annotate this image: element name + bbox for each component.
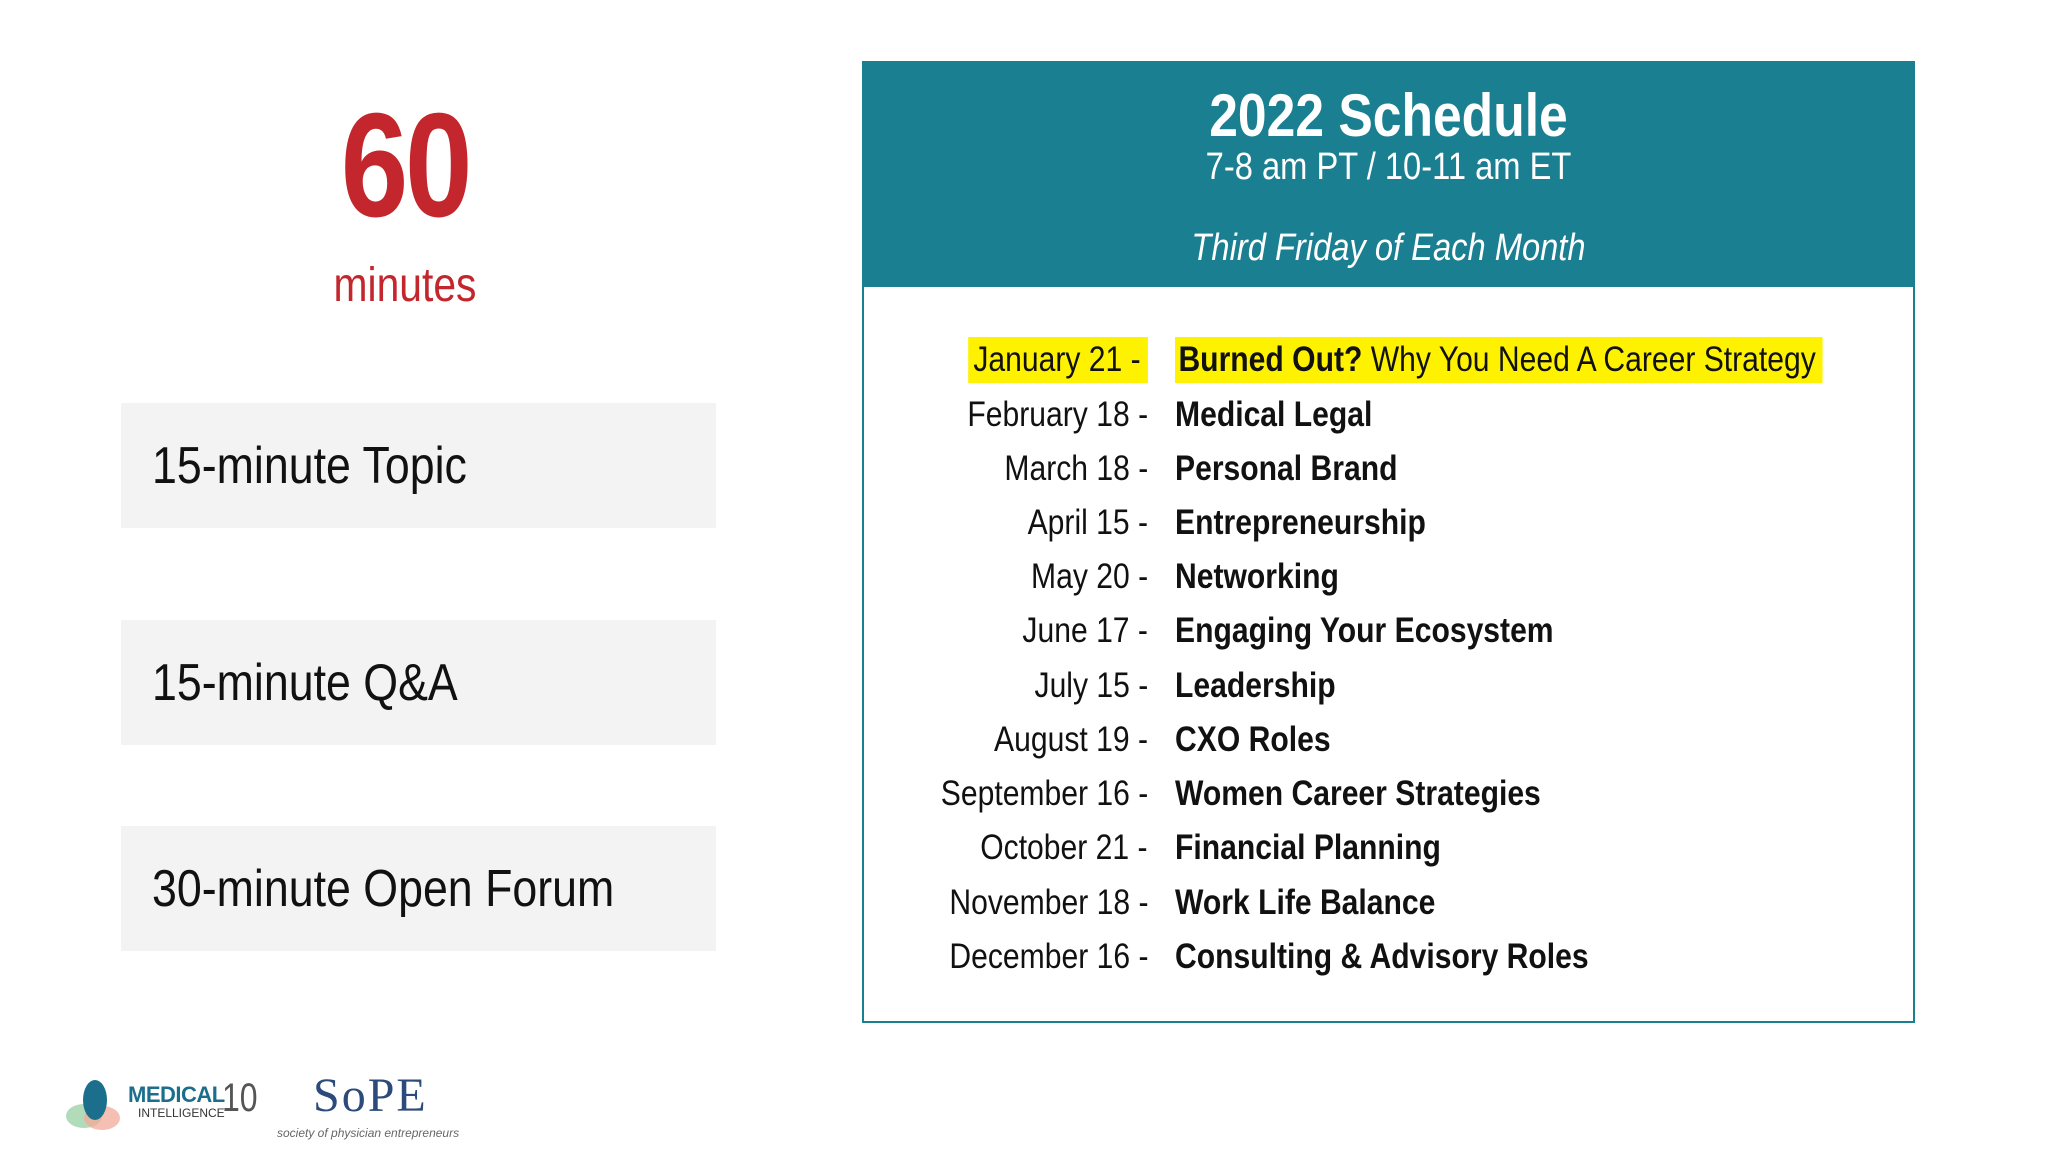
schedule-topic: Women Career Strategies xyxy=(1175,774,1541,813)
schedule-time: 7-8 am PT / 10-11 am ET xyxy=(1205,146,1572,188)
schedule-topic: CXO Roles xyxy=(1175,720,1331,759)
medical-logo-text: MEDICAL xyxy=(128,1082,225,1107)
schedule-row xyxy=(864,608,1913,654)
schedule-date: July 15 - xyxy=(1034,666,1148,705)
segment-qa-label: 15-minute Q&A xyxy=(152,653,458,712)
schedule-row xyxy=(864,446,1913,492)
schedule-date: December 16 - xyxy=(948,937,1148,976)
segment-forum-box xyxy=(121,826,716,951)
schedule-topic: Networking xyxy=(1175,557,1339,596)
schedule-date: March 18 - xyxy=(1004,449,1148,488)
schedule-row xyxy=(864,880,1913,926)
schedule-date: November 18 - xyxy=(948,883,1148,922)
schedule-row xyxy=(864,717,1913,763)
schedule-day: Third Friday of Each Month xyxy=(1191,227,1586,269)
schedule-date: June 17 - xyxy=(1022,611,1148,650)
schedule-date: January 21 - xyxy=(969,337,1148,383)
sope-logo-subtext: society of physician entrepreneurs xyxy=(277,1126,460,1140)
schedule-date: August 19 - xyxy=(994,720,1148,759)
schedule-row xyxy=(864,337,1913,383)
topic-bold: Burned Out? xyxy=(1178,340,1363,379)
segment-topic-label: 15-minute Topic xyxy=(152,436,467,495)
schedule-topic: Personal Brand xyxy=(1175,449,1398,488)
schedule-row xyxy=(864,500,1913,546)
schedule-topic: Consulting & Advisory Roles xyxy=(1175,937,1589,976)
schedule-row xyxy=(864,392,1913,438)
schedule-topic: Medical Legal xyxy=(1175,395,1373,434)
sixty-number: 60 xyxy=(340,83,470,248)
schedule-panel xyxy=(862,61,1915,1023)
schedule-date: October 21 - xyxy=(980,828,1148,867)
segment-topic-box xyxy=(121,403,716,528)
medical-logo-subtext: INTELLIGENCE xyxy=(138,1106,225,1120)
medical-logo-number: 10 xyxy=(222,1076,258,1120)
segment-qa-box xyxy=(121,620,716,745)
schedule-date: February 18 - xyxy=(967,395,1148,434)
minutes-label: minutes xyxy=(333,259,477,312)
schedule-topic: Leadership xyxy=(1175,666,1336,705)
schedule-topic: Entrepreneurship xyxy=(1175,503,1426,542)
schedule-row xyxy=(864,934,1913,980)
schedule-row xyxy=(864,771,1913,817)
schedule-row xyxy=(864,825,1913,871)
medical-intelligence-logo xyxy=(62,1070,262,1140)
schedule-topic xyxy=(1175,337,1823,383)
medical-intelligence-logo-mark xyxy=(62,1070,132,1140)
segment-forum-label: 30-minute Open Forum xyxy=(152,859,615,918)
schedule-title: 2022 Schedule xyxy=(1209,82,1568,149)
schedule-date: May 20 - xyxy=(1030,557,1148,596)
schedule-topic: Engaging Your Ecosystem xyxy=(1175,611,1554,650)
schedule-header xyxy=(864,63,1913,287)
schedule-topic: Financial Planning xyxy=(1175,828,1441,867)
schedule-date: April 15 - xyxy=(1027,503,1148,542)
schedule-row xyxy=(864,554,1913,600)
sope-logo-text: SoPE xyxy=(313,1069,428,1122)
sope-logo xyxy=(275,1066,475,1146)
schedule-topic: Work Life Balance xyxy=(1175,883,1436,922)
schedule-date: September 16 - xyxy=(940,774,1148,813)
schedule-row xyxy=(864,663,1913,709)
topic-rest: Why You Need A Career Strategy xyxy=(1362,340,1816,379)
